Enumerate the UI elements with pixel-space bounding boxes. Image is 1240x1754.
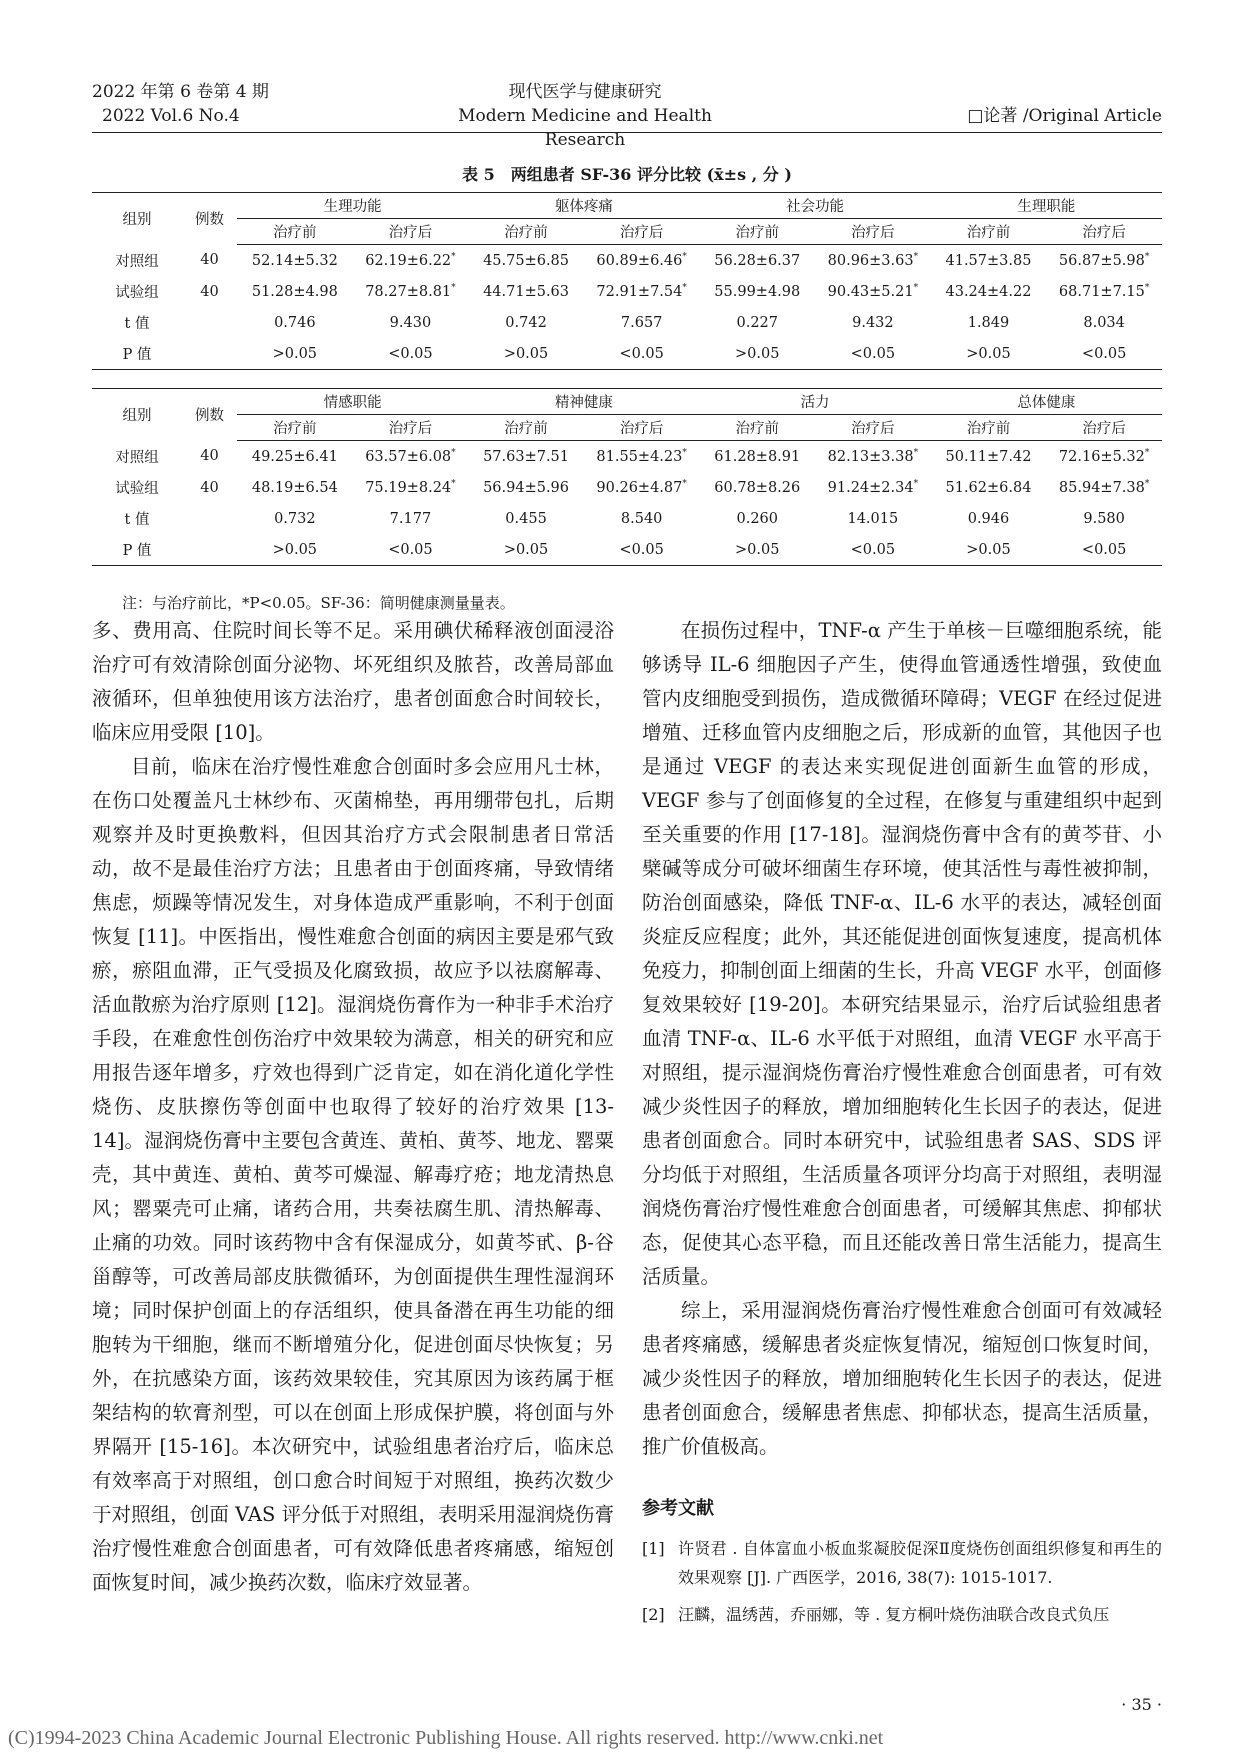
table-row bbox=[92, 276, 1162, 307]
table-cell: 82.13±3.38* bbox=[827, 448, 919, 465]
table-cell: >0.05 bbox=[931, 534, 1047, 566]
table-cell: >0.05 bbox=[237, 338, 353, 370]
table-cell: 56.94±5.96 bbox=[483, 479, 570, 496]
after-header: 治疗后 bbox=[584, 415, 700, 441]
table-cell: >0.05 bbox=[468, 534, 584, 566]
journal-title-zh: 现代医学与健康研究 bbox=[508, 82, 662, 102]
table-cell: <0.05 bbox=[1046, 338, 1162, 370]
table-cell: <0.05 bbox=[584, 338, 700, 370]
table-cell: 0.732 bbox=[274, 510, 316, 527]
table-cell: 60.89±6.46* bbox=[596, 252, 687, 269]
row-label: P 值 bbox=[92, 534, 182, 566]
table-cell: <0.05 bbox=[815, 338, 931, 370]
journal-title bbox=[420, 80, 750, 152]
table-cell: 8.034 bbox=[1083, 314, 1125, 331]
table-cell: 80.96±3.63* bbox=[827, 252, 919, 269]
left-column bbox=[92, 614, 614, 1600]
after-header: 治疗后 bbox=[815, 219, 931, 245]
table-cell: <0.05 bbox=[1046, 534, 1162, 566]
domain-header: 社会功能 bbox=[699, 193, 930, 219]
table-cell: 72.91±7.54* bbox=[596, 283, 687, 300]
domain-header: 躯体疼痛 bbox=[468, 193, 699, 219]
table-cell: <0.05 bbox=[353, 338, 469, 370]
table-row bbox=[92, 307, 1162, 338]
references-heading: 参考文献 bbox=[642, 1498, 714, 1519]
after-header: 治疗后 bbox=[353, 219, 469, 245]
before-header: 治疗前 bbox=[699, 219, 815, 245]
row-label: 对照组 bbox=[115, 253, 159, 270]
before-header: 治疗前 bbox=[237, 415, 353, 441]
table-cell: 8.540 bbox=[620, 510, 663, 527]
table-cell: 51.62±6.84 bbox=[945, 479, 1032, 496]
table-row bbox=[92, 472, 1162, 503]
after-header: 治疗后 bbox=[1046, 415, 1162, 441]
table-cell: 78.27±8.81* bbox=[365, 283, 456, 300]
row-cases: 40 bbox=[200, 479, 219, 496]
row-label: t 值 bbox=[124, 512, 150, 528]
domain-header: 精神健康 bbox=[468, 389, 699, 415]
page-number: · 35 · bbox=[1121, 1695, 1162, 1714]
sf36-table-block-1 bbox=[92, 192, 1162, 370]
table-cell: 41.57±3.85 bbox=[945, 252, 1032, 269]
table-cell: 0.746 bbox=[274, 314, 316, 331]
sf36-table-block-2 bbox=[92, 388, 1162, 566]
table-cell: 72.16±5.32* bbox=[1058, 448, 1150, 465]
after-header: 治疗后 bbox=[584, 219, 700, 245]
before-header: 治疗前 bbox=[699, 415, 815, 441]
table-cell: >0.05 bbox=[468, 338, 584, 370]
table-row bbox=[92, 245, 1162, 277]
row-label: 试验组 bbox=[115, 285, 159, 301]
reference-text: 汪麟，温绣茜，乔丽娜，等 . 复方桐叶烧伤油联合改良式负压 bbox=[678, 1605, 1110, 1624]
right-paragraph-1: 在损伤过程中，TNF-α 产生于单核－巨噬细胞系统，能够诱导 IL-6 细胞因子产生，使得血管通透性增强，致使血管内皮细胞受到损伤，造成微循环障碍；VEGF 在经过促进增殖、迁移血管内皮细胞之后，形成新的血管，其他因子也是通过 VEGF 的表达来实现促进创面新生血管的形成，VEGF 参与了创面修复的全过程，在修复与重建组织中起到至关重要的作用 [17-18]。湿润烧伤膏中含有的黄芩苷、小檗碱等成分可破坏细菌生存环境，使其活性与毒性被抑制，防治创面感染，降低 TNF-α、IL-6 水平的表达，减轻创面炎症反应程度；此外，其还能促进创面恢复速度，提高机体免疫力，抑制创面上细菌的生长，升高 VEGF 水平，创面修复效果较好 [19-20]。本研究结果显示，治疗后试验组患者血清 TNF-α、IL-6 水平低于对照组，血清 VEGF 水平高于对照组，提示湿润烧伤膏治疗慢性难愈合创面患者，可有效减少炎性因子的释放，增加细胞转化生长因子的表达，促进患者创面愈合。同时本研究中，试验组患者 SAS、SDS 评分均低于对照组，生活质量各项评分均高于对照组，表明湿润烧伤膏治疗慢性难愈合创面患者，可缓解其焦虑、抑郁状态，促使其心态平稳，而且还能改善日常生活能力，提高生活质量。 bbox=[642, 619, 1162, 1288]
row-label: 试验组 bbox=[115, 481, 159, 497]
table-cell: 50.11±7.42 bbox=[945, 448, 1032, 465]
before-header: 治疗前 bbox=[931, 219, 1047, 245]
journal-issue bbox=[92, 80, 269, 128]
right-column bbox=[642, 614, 1162, 1637]
group-header: 组别 bbox=[92, 389, 182, 441]
table-cell: 51.28±4.98 bbox=[251, 283, 338, 300]
row-label: P 值 bbox=[92, 338, 182, 370]
table-cell: <0.05 bbox=[353, 534, 469, 566]
cases-header: 例数 bbox=[182, 389, 237, 441]
before-header: 治疗前 bbox=[931, 415, 1047, 441]
left-paragraph-1: 多、费用高、住院时间长等不足。采用碘伏稀释液创面浸浴治疗可有效清除创面分泌物、坏死组织及脓苔，改善局部血液循环，但单独使用该方法治疗，患者创面愈合时间较长，临床应用受限 [10]。 bbox=[92, 619, 614, 744]
reference-number: [1] bbox=[642, 1539, 665, 1558]
table-cell: <0.05 bbox=[584, 534, 700, 566]
table-cell: 43.24±4.22 bbox=[945, 283, 1032, 300]
table-cell: 1.849 bbox=[967, 314, 1010, 331]
header-rule bbox=[92, 132, 1162, 133]
journal-title-en: Modern Medicine and Health Research bbox=[458, 106, 712, 150]
table-row bbox=[92, 441, 1162, 473]
table-cell: 49.25±6.41 bbox=[251, 448, 338, 465]
table-cell: 0.946 bbox=[967, 510, 1010, 527]
domain-header: 情感职能 bbox=[237, 389, 468, 415]
table-row bbox=[92, 338, 1162, 370]
table-cell: >0.05 bbox=[699, 338, 815, 370]
table-cell: 61.28±8.91 bbox=[714, 448, 801, 465]
table-cell: >0.05 bbox=[699, 534, 815, 566]
table-row bbox=[92, 534, 1162, 566]
table-cell: 63.57±6.08* bbox=[365, 448, 456, 465]
table-cell: 56.28±6.37 bbox=[714, 252, 801, 269]
row-label: 对照组 bbox=[115, 449, 159, 466]
after-header: 治疗后 bbox=[353, 415, 469, 441]
table-cell: 0.260 bbox=[736, 510, 779, 527]
table-cell: 0.742 bbox=[505, 314, 547, 331]
after-header: 治疗后 bbox=[1046, 219, 1162, 245]
reference-item bbox=[642, 1600, 1162, 1629]
table-cell: 91.24±2.34* bbox=[827, 479, 919, 496]
table-cell: 55.99±4.98 bbox=[714, 283, 801, 300]
table-cell: 52.14±5.32 bbox=[251, 252, 338, 269]
table-row bbox=[92, 503, 1162, 534]
domain-header: 生理功能 bbox=[237, 193, 468, 219]
table-cell: 81.55±4.23* bbox=[596, 448, 687, 465]
table-cell: 45.75±6.85 bbox=[483, 252, 570, 269]
row-cases bbox=[182, 338, 237, 370]
table-cell: 9.430 bbox=[389, 314, 432, 331]
table-cell: 56.87±5.98* bbox=[1058, 252, 1150, 269]
left-paragraph-2: 目前，临床在治疗慢性难愈合创面时多会应用凡士林，在伤口处覆盖凡士林纱布、灭菌棉垫，再用绷带包扎，后期观察并及时更换敷料，但因其治疗方式会限制患者日常活动，故不是最佳治疗方法；且患者由于创面疼痛，导致情绪焦虑，烦躁等情况发生，对身体造成严重影响，不利于创面恢复 [11]。中医指出，慢性难愈合创面的病因主要是邪气致瘀，瘀阻血滞，正气受损及化腐致损，故应予以祛腐解毒、活血散瘀为治疗原则 [12]。湿润烧伤膏作为一种非手术治疗手段，在难愈性创伤治疗中效果较为满意，相关的研究和应用报告逐年增多，疗效也得到广泛肯定，如在消化道化学性烧伤、皮肤擦伤等创面中也取得了较好的治疗效果 [13-14]。湿润烧伤膏中主要包含黄连、黄柏、黄芩、地龙、罂粟壳，其中黄连、黄柏、黄芩可燥湿、解毒疗疮；地龙清热息风；罂粟壳可止痛，诸药合用，共奏祛腐生肌、清热解毒、止痛的功效。同时该药物中含有保湿成分，如黄芩甙、β-谷甾醇等，可改善局部皮肤微循环，为创面提供生理性湿润环境；同时保护创面上的存活组织，使具备潜在再生功能的细胞转为干细胞，继而不断增殖分化，促进创面尽快恢复；另外，在抗感染方面，该药效果较佳，究其原因为该药属于框架结构的软膏剂型，可以在创面上形成保护膜，将创面与外界隔开 [15-16]。本次研究中，试验组患者治疗后，临床总有效率高于对照组，创口愈合时间短于对照组，换药次数少于对照组，创面 VAS 评分低于对照组，表明采用湿润烧伤膏治疗慢性难愈合创面患者，可有效降低患者疼痛感，缩短创面恢复时间，减少换药次数，临床疗效显著。 bbox=[92, 755, 614, 1594]
row-cases: 40 bbox=[200, 252, 219, 269]
reference-item bbox=[642, 1534, 1162, 1592]
after-header: 治疗后 bbox=[815, 415, 931, 441]
table-note: 注：与治疗前比，*P<0.05。SF-36：简明健康测量量表。 bbox=[122, 594, 515, 612]
right-paragraph-2: 综上，采用湿润烧伤膏治疗慢性难愈合创面可有效减轻患者疼痛感，缓解患者炎症恢复情况，缩短创口恢复时间，减少炎性因子的释放，增加细胞转化生长因子的表达，促进患者创面愈合，缓解患者焦虑、抑郁状态，提高生活质量，推广价值极高。 bbox=[642, 1299, 1162, 1458]
table-cell: <0.05 bbox=[815, 534, 931, 566]
table-cell: 48.19±6.54 bbox=[251, 479, 338, 496]
article-type: □论著 /Original Article bbox=[967, 106, 1162, 126]
before-header: 治疗前 bbox=[237, 219, 353, 245]
table-cell: 0.455 bbox=[505, 510, 547, 527]
before-header: 治疗前 bbox=[468, 219, 584, 245]
group-header: 组别 bbox=[92, 193, 182, 245]
row-label: t 值 bbox=[124, 316, 150, 332]
table-cell: 68.71±7.15* bbox=[1058, 283, 1150, 300]
table-cell: 7.177 bbox=[389, 510, 432, 527]
before-header: 治疗前 bbox=[468, 415, 584, 441]
table-cell: 57.63±7.51 bbox=[483, 448, 570, 465]
domain-header: 生理职能 bbox=[931, 193, 1162, 219]
table-cell: 9.580 bbox=[1083, 510, 1125, 527]
issue-en: 2022 Vol.6 No.4 bbox=[102, 106, 240, 126]
row-cases bbox=[182, 307, 237, 338]
table-caption: 表 5 两组患者 SF-36 评分比较 (x̄±s , 分 ) bbox=[462, 165, 792, 184]
table-cell: >0.05 bbox=[931, 338, 1047, 370]
table-cell: 75.19±8.24* bbox=[365, 479, 456, 496]
reference-text: 许贤君 . 自体富血小板血浆凝胶促深Ⅱ度烧伤创面组织修复和再生的效果观察 [J]. 广西医学，2016, 38(7): 1015-1017. bbox=[678, 1539, 1162, 1587]
table-cell: 14.015 bbox=[847, 510, 899, 527]
cases-header: 例数 bbox=[182, 193, 237, 245]
table-cell: 90.26±4.87* bbox=[596, 479, 687, 496]
table-cell: >0.05 bbox=[237, 534, 353, 566]
table-cell: 85.94±7.38* bbox=[1058, 479, 1150, 496]
table-cell: 9.432 bbox=[852, 314, 894, 331]
row-cases bbox=[182, 534, 237, 566]
table-cell: 44.71±5.63 bbox=[483, 283, 570, 300]
table-cell: 62.19±6.22* bbox=[365, 252, 456, 269]
table-cell: 60.78±8.26 bbox=[714, 479, 801, 496]
issue-zh: 2022 年第 6 卷第 4 期 bbox=[92, 82, 269, 102]
reference-number: [2] bbox=[642, 1605, 665, 1624]
domain-header: 活力 bbox=[699, 389, 930, 415]
table-cell: 7.657 bbox=[620, 314, 663, 331]
row-cases bbox=[182, 503, 237, 534]
domain-header: 总体健康 bbox=[931, 389, 1162, 415]
copyright-footer: (C)1994-2023 China Academic Journal Electronic Publishing House. All rights reserved. http://www.cnki.net bbox=[8, 1727, 884, 1749]
row-cases: 40 bbox=[200, 448, 219, 465]
table-cell: 0.227 bbox=[736, 314, 779, 331]
row-cases: 40 bbox=[200, 283, 219, 300]
table-cell: 90.43±5.21* bbox=[827, 283, 919, 300]
